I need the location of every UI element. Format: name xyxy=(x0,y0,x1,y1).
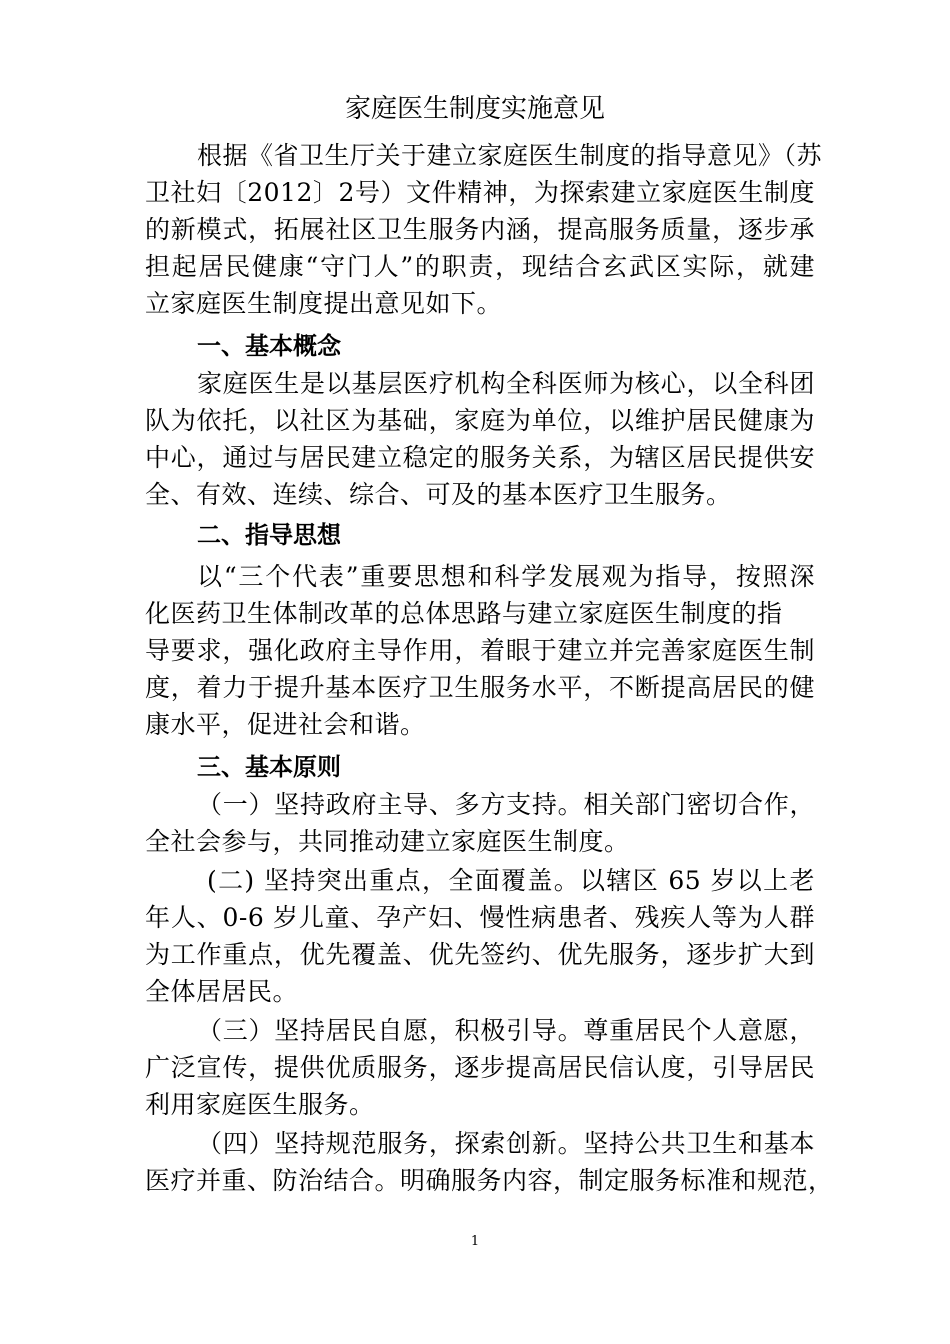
paragraph-line: 以“三个代表”重要思想和科学发展观为指导，按照深 xyxy=(197,562,815,591)
section-heading: 三、基本原则 xyxy=(197,753,341,781)
section-heading: 二、指导思想 xyxy=(197,521,341,549)
section-heading: 一、基本概念 xyxy=(197,332,341,360)
page-number: 1 xyxy=(470,1234,480,1249)
paragraph-line: 立家庭医生制度提出意见如下。 xyxy=(145,289,503,318)
paragraph-line: (二) 坚持突出重点，全面覆盖。以辖区 65 岁以上老 xyxy=(207,866,815,895)
document-title: 家庭医生制度实施意见 xyxy=(344,94,605,124)
paragraph-line: （四）坚持规范服务，探索创新。坚持公共卫生和基本 xyxy=(197,1129,815,1158)
paragraph-line: 度，着力于提升基本医疗卫生服务水平，不断提高居民的健 xyxy=(145,673,815,702)
paragraph-line: 化医药卫生体制改革的总体思路与建立家庭医生制度的指 xyxy=(145,599,783,628)
paragraph-line: 利用家庭医生服务。 xyxy=(145,1090,375,1119)
paragraph-line: 年人、0-6 岁儿童、孕产妇、慢性病患者、残疾人等为人群 xyxy=(145,903,815,932)
paragraph-line: 广泛宣传，提供优质服务，逐步提高居民信认度，引导居民 xyxy=(145,1053,815,1082)
paragraph-line: 康水平，促进社会和谐。 xyxy=(145,710,426,739)
paragraph-line: （一）坚持政府主导、多方支持。相关部门密切合作， xyxy=(197,790,815,819)
paragraph-line: 医疗并重、防治结合。明确服务内容，制定服务标准和规范， xyxy=(145,1166,834,1195)
paragraph-line: 家庭医生是以基层医疗机构全科医师为核心，以全科团 xyxy=(197,369,815,398)
paragraph-line: 全、有效、连续、综合、可及的基本医疗卫生服务。 xyxy=(145,480,732,509)
paragraph-line: 的新模式，拓展社区卫生服务内涵，提高服务质量，逐步承 xyxy=(145,215,815,244)
paragraph-line: 全体居居民。 xyxy=(145,977,299,1006)
paragraph-line: 根据《省卫生厅关于建立家庭医生制度的指导意见》（苏 xyxy=(197,141,823,170)
paragraph-line: 担起居民健康“守门人”的职责，现结合玄武区实际，就建 xyxy=(145,252,815,281)
paragraph-line: 卫社妇〔2012〕2号）文件精神，为探索建立家庭医生制度 xyxy=(145,178,815,207)
paragraph-line: 中心，通过与居民建立稳定的服务关系，为辖区居民提供安 xyxy=(145,443,815,472)
paragraph-line: 为工作重点，优先覆盖、优先签约、优先服务，逐步扩大到 xyxy=(145,940,815,969)
paragraph-line: （三）坚持居民自愿，积极引导。尊重居民个人意愿， xyxy=(197,1016,815,1045)
paragraph-line: 导要求，强化政府主导作用，着眼于建立并完善家庭医生制 xyxy=(145,636,815,665)
paragraph-line: 全社会参与，共同推动建立家庭医生制度。 xyxy=(145,827,630,856)
paragraph-line: 队为依托，以社区为基础，家庭为单位，以维护居民健康为 xyxy=(145,406,815,435)
